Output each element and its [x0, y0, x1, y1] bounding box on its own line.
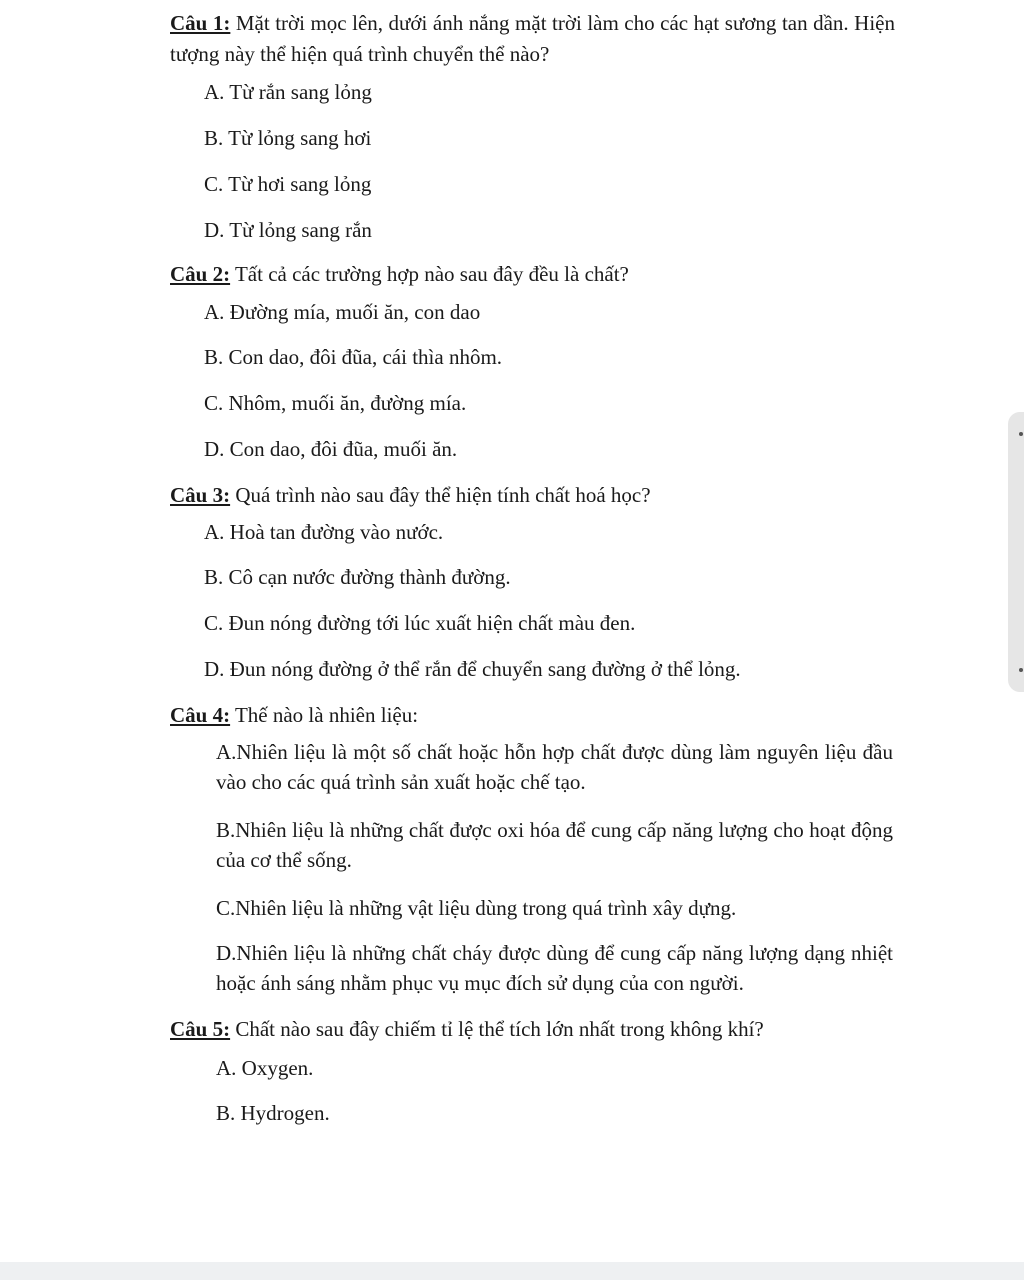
bottom-toolbar-strip — [0, 1262, 1024, 1280]
question-3-option-a: A. Hoà tan đường vào nước. — [204, 520, 444, 544]
question-5-text: Chất nào sau đây chiếm tỉ lệ thể tích lớn nhất trong không khí? — [230, 1017, 764, 1041]
question-3-number: Câu 3: — [170, 483, 231, 507]
question-3 — [170, 480, 895, 511]
question-4-option-a: A.Nhiên liệu là một số chất hoặc hỗn hợp chất được dùng làm nguyên liệu đầu vào cho các quá trình sản xuất hoặc chế tạo. — [216, 740, 893, 794]
question-4-option-b: B.Nhiên liệu là những chất được oxi hóa để cung cấp năng lượng cho hoạt động của cơ thể sống. — [216, 818, 893, 872]
scroll-handle-top-dot-icon — [1019, 432, 1023, 436]
question-1-option-a: A. Từ rắn sang lỏng — [204, 80, 372, 104]
question-3-text: Quá trình nào sau đây thể hiện tính chất hoá học? — [230, 483, 651, 507]
question-4-text: Thế nào là nhiên liệu: — [230, 703, 419, 727]
question-5 — [170, 1014, 895, 1045]
question-4-option-d: D.Nhiên liệu là những chất cháy được dùng để cung cấp năng lượng dạng nhiệt hoặc ánh sáng nhằm phục vụ mục đích sử dụng của con người. — [216, 941, 893, 995]
question-3-option-d: D. Đun nóng đường ở thể rắn để chuyển sang đường ở thể lỏng. — [204, 657, 741, 681]
question-1-option-d: D. Từ lỏng sang rắn — [204, 218, 372, 242]
side-scroll-handle[interactable] — [1008, 412, 1024, 692]
question-3-option-c: C. Đun nóng đường tới lúc xuất hiện chất màu đen. — [204, 611, 636, 635]
question-5-option-a: A. Oxygen. — [216, 1056, 314, 1080]
question-4 — [170, 700, 895, 731]
question-2 — [170, 259, 895, 290]
question-1-number: Câu 1: — [170, 11, 231, 35]
question-1-option-b: B. Từ lỏng sang hơi — [204, 126, 372, 150]
question-2-option-b: B. Con dao, đôi đũa, cái thìa nhôm. — [204, 345, 503, 369]
question-1-text: Mặt trời mọc lên, dưới ánh nắng mặt trời làm cho các hạt sương tan dần. Hiện tượng này thể hiện quá trình chuyển thể nào? — [170, 11, 896, 66]
question-4-number: Câu 4: — [170, 703, 231, 727]
question-1 — [170, 8, 895, 70]
question-2-number: Câu 2: — [170, 262, 231, 286]
scroll-handle-bottom-dot-icon — [1019, 668, 1023, 672]
question-5-option-b: B. Hydrogen. — [216, 1101, 330, 1125]
question-2-option-d: D. Con dao, đôi đũa, muối ăn. — [204, 437, 458, 461]
question-1-option-c: C. Từ hơi sang lỏng — [204, 172, 372, 196]
question-2-option-a: A. Đường mía, muối ăn, con dao — [204, 300, 481, 324]
question-4-option-c: C.Nhiên liệu là những vật liệu dùng trong quá trình xây dựng. — [216, 896, 737, 920]
question-2-option-c: C. Nhôm, muối ăn, đường mía. — [204, 391, 467, 415]
question-5-number: Câu 5: — [170, 1017, 231, 1041]
question-2-text: Tất cả các trường hợp nào sau đây đều là chất? — [230, 262, 629, 286]
question-3-option-b: B. Cô cạn nước đường thành đường. — [204, 565, 511, 589]
